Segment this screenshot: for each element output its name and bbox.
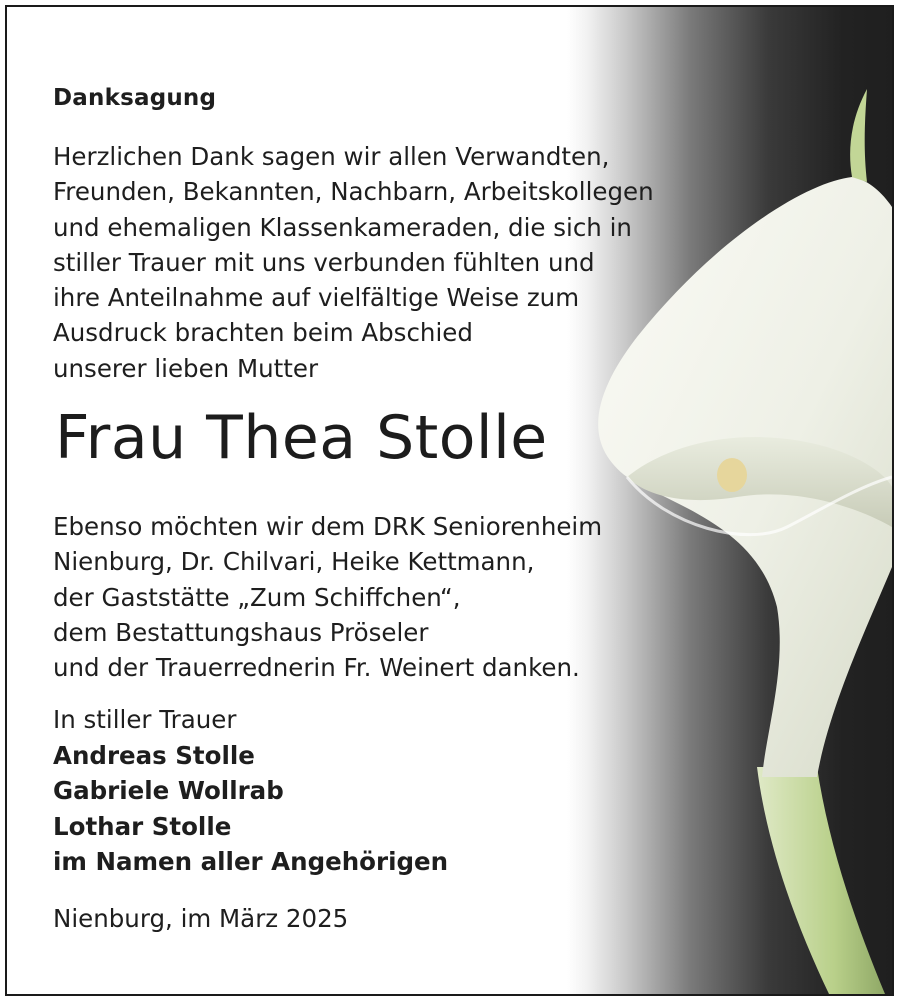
text-line: Freunden, Bekannten, Nachbarn, Arbeitskollegen: [53, 177, 654, 207]
text-line: dem Bestattungshaus Pröseler: [53, 617, 429, 647]
mourner-name: Lothar Stolle: [53, 811, 232, 841]
text-line: ihre Anteilnahme auf vielfältige Weise zum: [53, 283, 580, 313]
mourner-name: im Namen aller Angehörigen: [53, 847, 449, 876]
text-line: unserer lieben Mutter: [53, 353, 319, 383]
text-line: Nienburg, Dr. Chilvari, Heike Kettmann,: [53, 547, 535, 577]
text-line: und ehemaligen Klassenkameraden, die sich in: [53, 212, 632, 242]
mourner-name: Andreas Stolle: [53, 740, 255, 770]
text-line: Ausdruck brachten beim Abschied: [53, 318, 473, 348]
heading: Danksagung: [53, 85, 217, 111]
text-line: Ebenso möchten wir dem DRK Seniorenheim: [53, 512, 603, 541]
thanks-paragraph: [53, 139, 654, 386]
obituary-card: [5, 5, 894, 996]
text-line: stiller Trauer mit uns verbunden fühlten und: [53, 247, 595, 277]
mourners-block: [53, 702, 448, 880]
text-line: und der Trauerrednerin Fr. Weinert danken.: [53, 653, 580, 683]
deceased-name: Frau Thea Stolle: [55, 403, 548, 473]
mourner-name: Gabriele Wollrab: [53, 776, 284, 805]
additional-thanks-paragraph: [53, 509, 602, 685]
place-date: Nienburg, im März 2025: [53, 904, 349, 933]
text-line: der Gaststätte „Zum Schiffchen“,: [53, 582, 461, 612]
mourning-intro: In stiller Trauer: [53, 705, 237, 734]
text-line: Herzlichen Dank sagen wir allen Verwandten,: [53, 142, 610, 171]
